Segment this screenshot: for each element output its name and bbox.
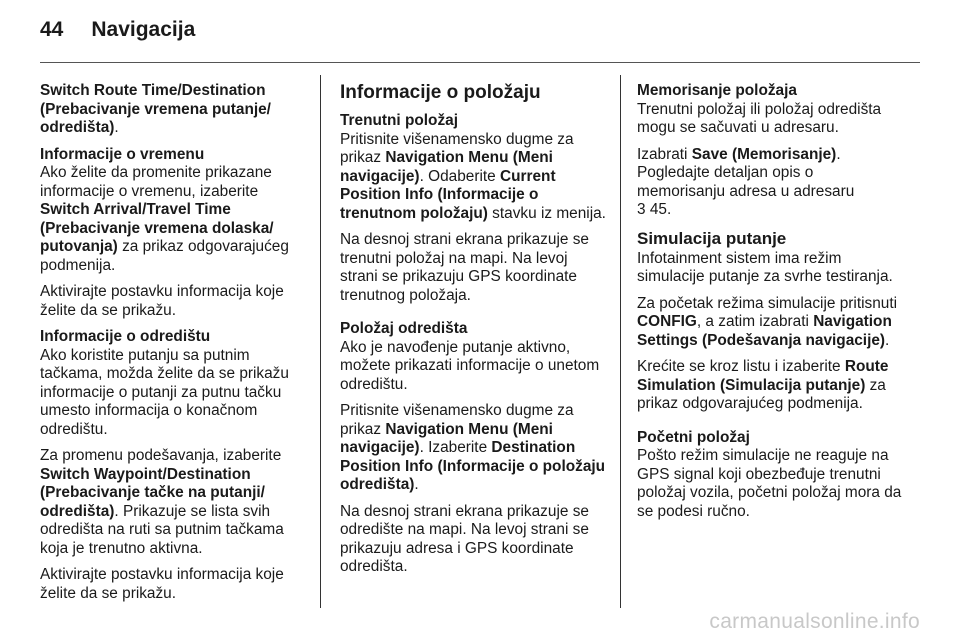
paragraph: Izabrati Save (Memorisanje). Pogledajte detaljan opis o memorisanju adresa u adresaru 3 45.	[637, 145, 855, 218]
start-position-section	[637, 429, 905, 522]
column-divider	[620, 75, 621, 608]
header-rule	[40, 62, 920, 63]
subheading-save-position: Memorisanje položaja	[637, 82, 797, 99]
paragraph: Infotainment sistem ima režim simulacije putanje za svrhe testiranja.	[637, 249, 893, 285]
section-title-position-info: Informacije o položaju	[340, 82, 541, 103]
time-info-section	[40, 146, 306, 321]
page-header	[40, 18, 195, 42]
subheading-destination-position: Položaj odredišta	[340, 320, 468, 337]
paragraph: Krećite se kroz listu i izaberite Route Simulation (Simulacija putanje) za prikaz odgovarajućeg podmenija.	[637, 358, 889, 412]
paragraph: Trenutni položaj ili položaj odredišta mogu se sačuvati u adresaru.	[637, 100, 882, 136]
paragraph: Na desnoj strani ekrana prikazuje se trenutni položaj na mapi. Na levoj strani se prikazuju GPS koordinate trenutnog položaja.	[340, 231, 589, 304]
paragraph: Pošto režim simulacije ne reaguje na GPS signal koji obezbeđuje trenutni položaj vozila, početni položaj mora da se podesi ručno.	[637, 447, 902, 520]
paragraph: Ako koristite putanju sa putnim tačkama, možda želite da se prikažu informacije o putanji za putnu tačku umesto informacija o konačnom odredištu.	[40, 346, 289, 438]
subheading-time-info: Informacije o vremenu	[40, 145, 205, 163]
subheading-start-position: Početni položaj	[637, 428, 750, 446]
paragraph: Za promenu podešavanja, izaberite Switch Waypoint/Destination (Prebacivanje tačke na putanji/ odredišta). Prikazuje se lista svih odredišta na ruti sa putnim tačkama koja je trenutno aktivna.	[40, 447, 284, 557]
page-number: 44	[40, 18, 64, 41]
column-2	[340, 82, 606, 585]
paragraph: Na desnoj strani ekrana prikazuje se odredište na mapi. Na levoj strani se prikazuju adresa i GPS koordinate odredišta.	[340, 502, 589, 575]
paragraph: Pritisnite višenamensko dugme za prikaz Navigation Menu (Meni navigacije). Izaberite Destination Position Info (Informacije o položaju odredišta).	[340, 402, 606, 493]
subheading-destination-info: Informacije o odredištu	[40, 328, 211, 345]
paragraph: Za početak režima simulacije pritisnuti CONFIG, a zatim izabrati Navigation Settings (Podešavanja navigacije).	[637, 294, 898, 349]
paragraph: Aktivirajte postavku informacija koje želite da se prikažu.	[40, 283, 284, 319]
destination-position-section	[340, 320, 606, 577]
paragraph: Ako je navođenje putanje aktivno, možete prikazati informacije o unetom odredištu.	[340, 338, 600, 393]
watermark: carmanualsonline.info	[709, 610, 920, 633]
column-divider	[320, 75, 321, 608]
subheading-current-position: Trenutni položaj	[340, 112, 458, 129]
paragraph: Ako želite da promenite prikazane informacije o vremenu, izaberite Switch Arrival/Travel Time (Prebacivanje vremena dolaska/ putovanja) za prikaz odgovarajućeg podmenija.	[40, 164, 289, 274]
destination-info-section	[40, 328, 306, 603]
paragraph: Aktivirajte postavku informacija koje želite da se prikažu.	[40, 566, 284, 602]
page-title: Navigacija	[91, 18, 196, 41]
page-reference-link: 3 45.	[637, 201, 672, 218]
column-1	[40, 82, 306, 611]
column-3	[637, 82, 905, 529]
paragraph: Pritisnite višenamensko dugme za prikaz Navigation Menu (Meni navigacije). Odaberite Current Position Info (Informacije o trenutnom položaju) stavku iz menija.	[340, 130, 606, 222]
section-heading: Switch Route Time/Destination (Prebacivanje vremena putanje/ odredišta).	[40, 82, 271, 136]
section-title-route-simulation: Simulacija putanje	[637, 228, 787, 248]
